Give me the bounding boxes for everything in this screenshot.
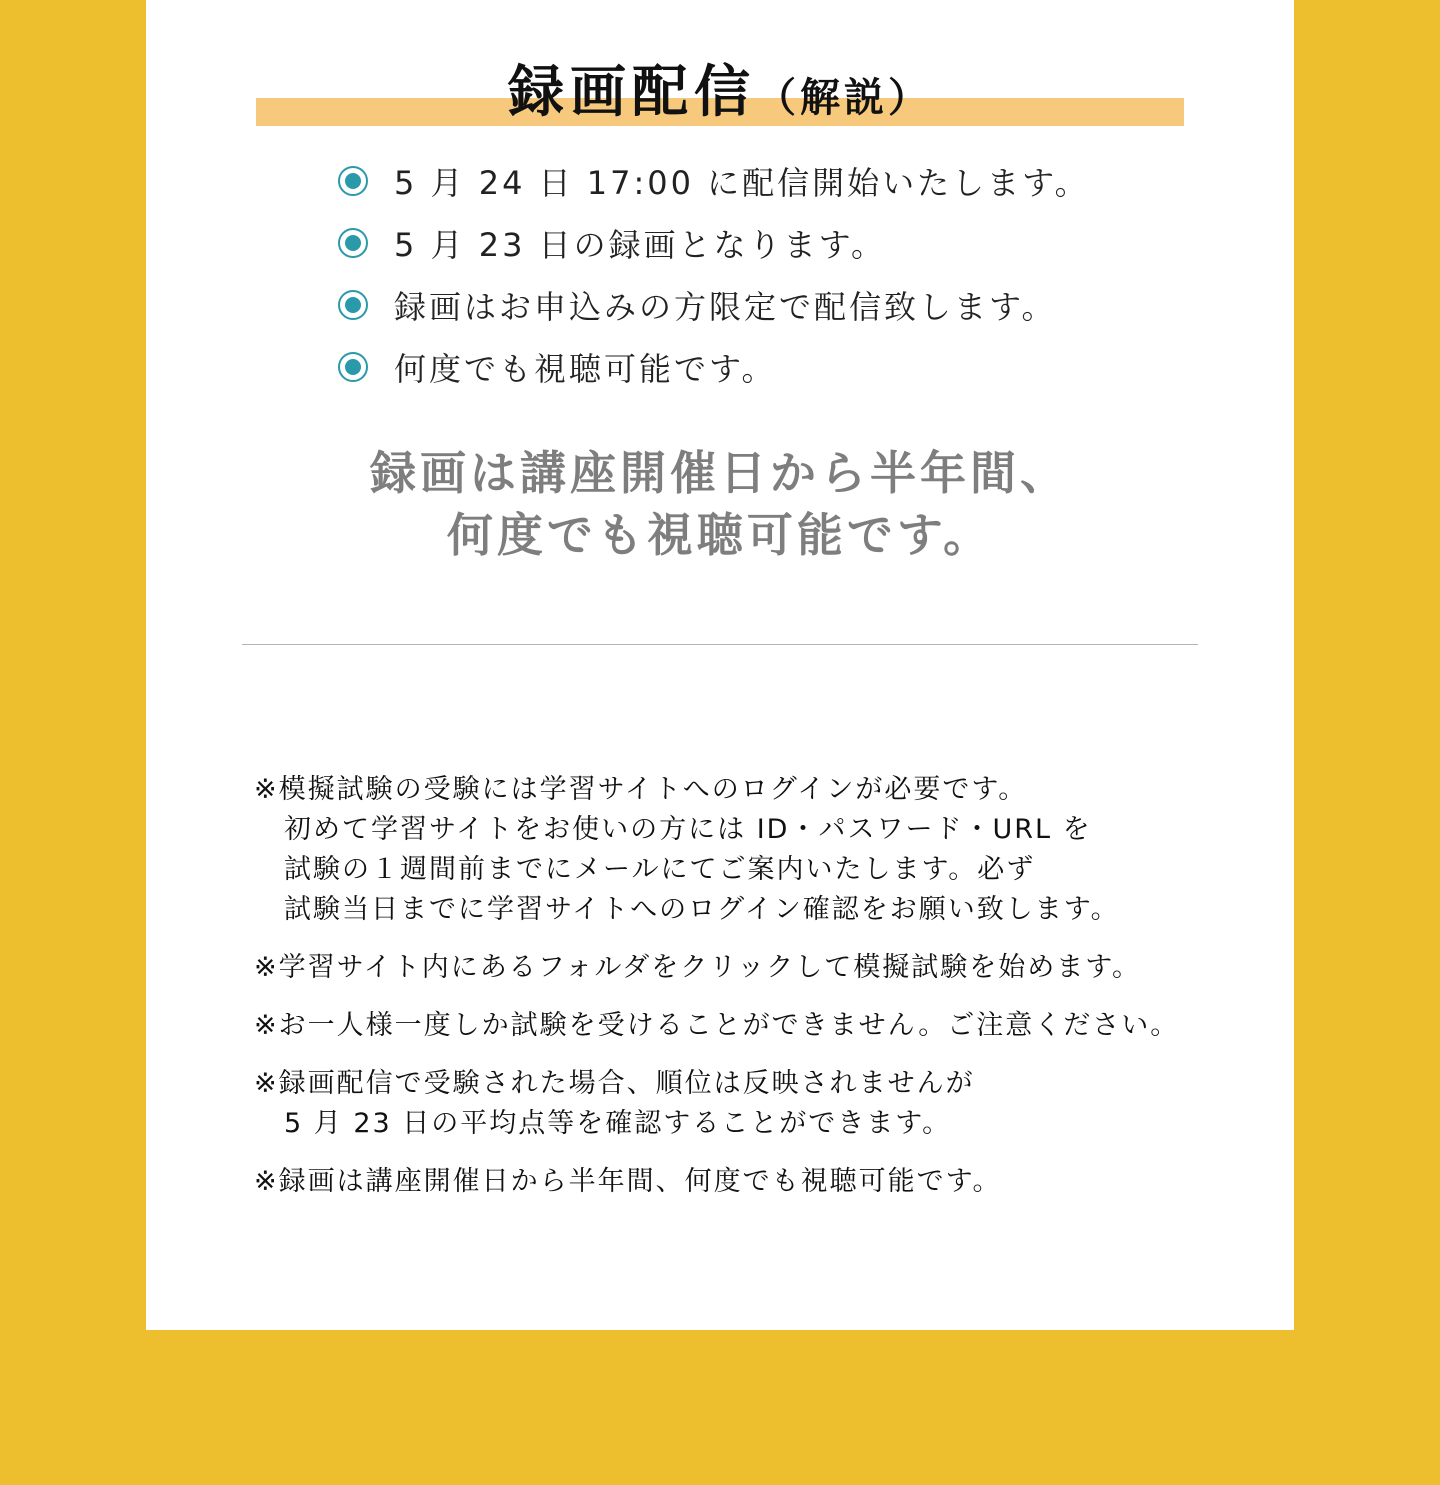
note-line: ※模擬試験の受験には学習サイトへのログインが必要です。 [254,774,1028,805]
bullet-text: 5 月 24 日 17:00 に配信開始いたします。 [394,164,1090,202]
note-line: 試験当日までに学習サイトへのログイン確認をお願い致します。 [284,894,1120,925]
section-heading [256,0,1184,130]
divider [242,644,1198,645]
bullet-text: 5 月 23 日の録画となります。 [394,226,887,264]
title-sub: （解説） [756,75,932,121]
note-item [254,1162,1179,1202]
bullet-item [338,212,1090,274]
note-line: 5 月 23 日の平均点等を確認することができます。 [284,1108,952,1139]
title-main: 録画配信 [508,60,756,125]
bullet-item [338,150,1090,212]
note-line: 初めて学習サイトをお使いの方には ID・パスワード・URL を [284,814,1092,845]
radio-dot-icon [338,166,368,196]
radio-dot-icon [338,352,368,382]
note-line: ※録画配信で受験された場合、順位は反映されませんが [254,1068,975,1099]
note-line: 試験の１週間前までにメールにてご案内いたします。必ず [284,854,1036,885]
note-line: ※録画は講座開催日から半年間、何度でも視聴可能です。 [254,1166,1002,1197]
bullet-list [338,150,1090,398]
bullet-item [338,274,1090,336]
note-item [254,1064,1179,1144]
highlight-message [146,442,1294,566]
radio-dot-icon [338,290,368,320]
bullet-item [338,336,1090,398]
page-title [256,48,1184,128]
note-item [254,1006,1179,1046]
note-line: ※学習サイト内にあるフォルダをクリックして模擬試験を始めます。 [254,952,1142,983]
note-line: ※お一人様一度しか試験を受けることができません。ご注意ください。 [254,1010,1180,1041]
content-panel [146,0,1294,1330]
notes-list [254,770,1179,1220]
note-item [254,948,1179,988]
highlight-line-2: 何度でも視聴可能です。 [446,508,994,562]
note-item [254,770,1179,930]
bullet-text: 録画はお申込みの方限定で配信致します。 [394,288,1057,326]
bullet-text: 何度でも視聴可能です。 [394,350,777,388]
highlight-line-1: 録画は講座開催日から半年間、 [370,446,1070,500]
radio-dot-icon [338,228,368,258]
